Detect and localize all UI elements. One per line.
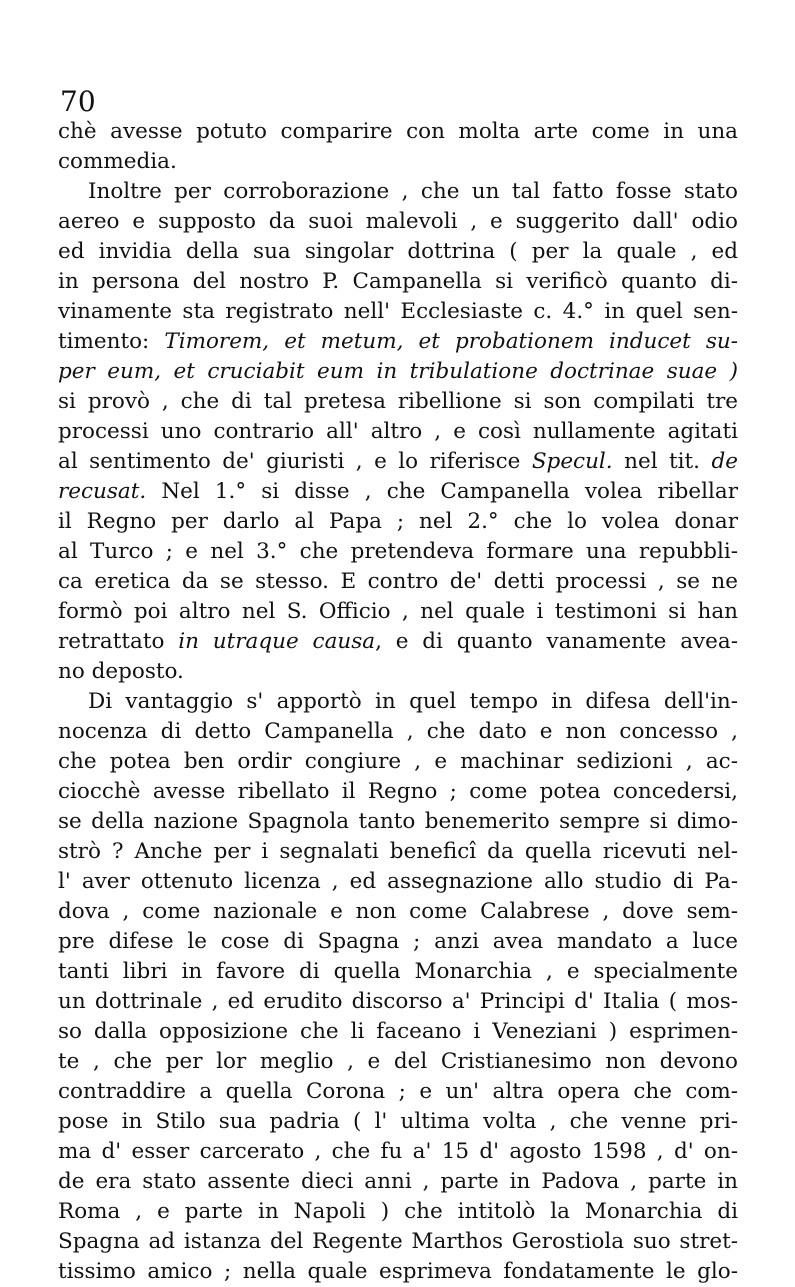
line-text: al sentimento de' giuristi , e lo riferisce (58, 449, 532, 474)
text-line (58, 687, 738, 717)
text-line (58, 537, 738, 567)
text-line (58, 777, 738, 807)
line-text: de era stato assente dieci anni , parte in Padova , parte in (58, 1169, 738, 1194)
line-text: so dalla opposizione che li faceano i Veneziani ) esprimen- (58, 1019, 738, 1044)
text-line (58, 447, 738, 477)
line-text: vinamente sta registrato nell' Ecclesiaste c. 4.° in quel sen- (58, 299, 738, 324)
line-text: pose in Stilo sua padria ( l' ultima volta , che venne pri- (58, 1109, 738, 1134)
line-text: un dottrinale , ed erudito discorso a' Principi d' Italia ( mos- (58, 989, 738, 1014)
line-text: formò poi altro nel S. Officio , nel quale i testimoni si han (58, 599, 738, 624)
text-line (58, 237, 738, 267)
line-text: l' aver ottenuto licenza , ed assegnazione allo studio di Pa- (58, 869, 738, 894)
text-line (58, 147, 738, 177)
text-line (58, 177, 738, 207)
italic-text: Specul. (531, 449, 613, 474)
text-line (58, 717, 738, 747)
text-line (58, 387, 738, 417)
italic-text: recusat. (58, 479, 147, 504)
text-line (58, 327, 738, 357)
line-text: dova , come nazionale e non come Calabrese , dove sem- (58, 899, 738, 924)
line-text: processi uno contrario all' altro , e così nullamente agitati (58, 419, 738, 444)
line-text: timento: (58, 329, 165, 354)
text-line (58, 1107, 738, 1137)
text-line (58, 357, 738, 387)
italic-text: de (711, 449, 738, 474)
text-line (58, 117, 738, 147)
text-line (58, 957, 738, 987)
text-line (58, 807, 738, 837)
line-text: al Turco ; e nel 3.° che pretendeva formare una repubbli- (58, 539, 738, 564)
line-text: nocenza di detto Campanella , che dato e non concesso , (58, 719, 738, 744)
line-text: strò ? Anche per i segnalati beneficî da quella ricevuti nel- (58, 839, 738, 864)
line-text: retrattato (58, 629, 179, 654)
line-text: si provò , che di tal pretesa ribellione si son compilati tre (58, 389, 738, 414)
line-text: Nel 1.° si disse , che Campanella volea ribellar (146, 479, 738, 504)
line-text: Roma , e parte in Napoli ) che intitolò la Monarchia di (58, 1199, 738, 1224)
text-line (58, 507, 738, 537)
text-line (58, 267, 738, 297)
text-line (58, 567, 738, 597)
page-number: 70 (60, 85, 96, 118)
line-text: Spagna ad istanza del Regente Marthos Gerostiola suo stret- (58, 1229, 738, 1254)
text-line (58, 1047, 738, 1077)
text-line (58, 1167, 738, 1197)
line-text: in persona del nostro P. Campanella si verificò quanto di- (58, 269, 738, 294)
line-text: chè avesse potuto comparire con molta arte come in una (58, 119, 738, 144)
line-text: , e di quanto vanamente avea- (375, 629, 738, 654)
line-text: Di vantaggio s' apportò in quel tempo in difesa dell'in- (88, 689, 738, 714)
line-text: Inoltre per corroborazione , che un tal fatto fosse stato (88, 179, 738, 204)
text-line (58, 1017, 738, 1047)
text-line (58, 747, 738, 777)
italic-text: Timorem, et metum, et probationem inducet su- (164, 329, 738, 354)
line-text: aereo e supposto da suoi malevoli , e suggerito dall' odio (58, 209, 738, 234)
text-line (58, 867, 738, 897)
line-text: pre difese le cose di Spagna ; anzi avea mandato a luce (58, 929, 738, 954)
text-line (58, 657, 738, 687)
line-text: contraddire a quella Corona ; e un' altra opera che com- (58, 1079, 738, 1104)
text-line (58, 1227, 738, 1257)
text-line (58, 1197, 738, 1227)
text-line (58, 297, 738, 327)
body-text (58, 117, 738, 1287)
text-line (58, 207, 738, 237)
line-text: il Regno per darlo al Papa ; nel 2.° che lo volea donar (58, 509, 738, 534)
text-line (58, 897, 738, 927)
text-line (58, 627, 738, 657)
line-text: commedia. (58, 149, 177, 174)
line-text: te , che per lor meglio , e del Cristianesimo non devono (58, 1049, 738, 1074)
text-line (58, 837, 738, 867)
text-line (58, 927, 738, 957)
text-line (58, 1257, 738, 1287)
line-text: tissimo amico ; nella quale esprimeva fondatamente le glo- (58, 1259, 738, 1284)
line-text: ciocchè avesse ribellato il Regno ; come potea concedersi, (58, 779, 738, 804)
italic-text: in utraque causa (178, 629, 376, 654)
line-text: ma d' esser carcerato , che fu a' 15 d' agosto 1598 , d' on- (58, 1139, 738, 1164)
line-text: che potea ben ordir congiure , e machinar sedizioni , ac- (58, 749, 738, 774)
line-text: se della nazione Spagnola tanto benemerito sempre si dimo- (58, 809, 738, 834)
line-text: no deposto. (58, 659, 184, 684)
line-text: nel tit. (612, 449, 712, 474)
text-line (58, 987, 738, 1017)
italic-text: per eum, et cruciabit eum in tribulatione doctrinae suae ) (58, 359, 738, 384)
text-line (58, 1137, 738, 1167)
line-text: ca eretica da se stesso. E contro de' detti processi , se ne (58, 569, 738, 594)
text-line (58, 477, 738, 507)
text-line (58, 417, 738, 447)
line-text: tanti libri in favore di quella Monarchia , e specialmente (58, 959, 738, 984)
line-text: ed invidia della sua singolar dottrina ( per la quale , ed (58, 239, 738, 264)
text-line (58, 1077, 738, 1107)
text-line (58, 597, 738, 627)
